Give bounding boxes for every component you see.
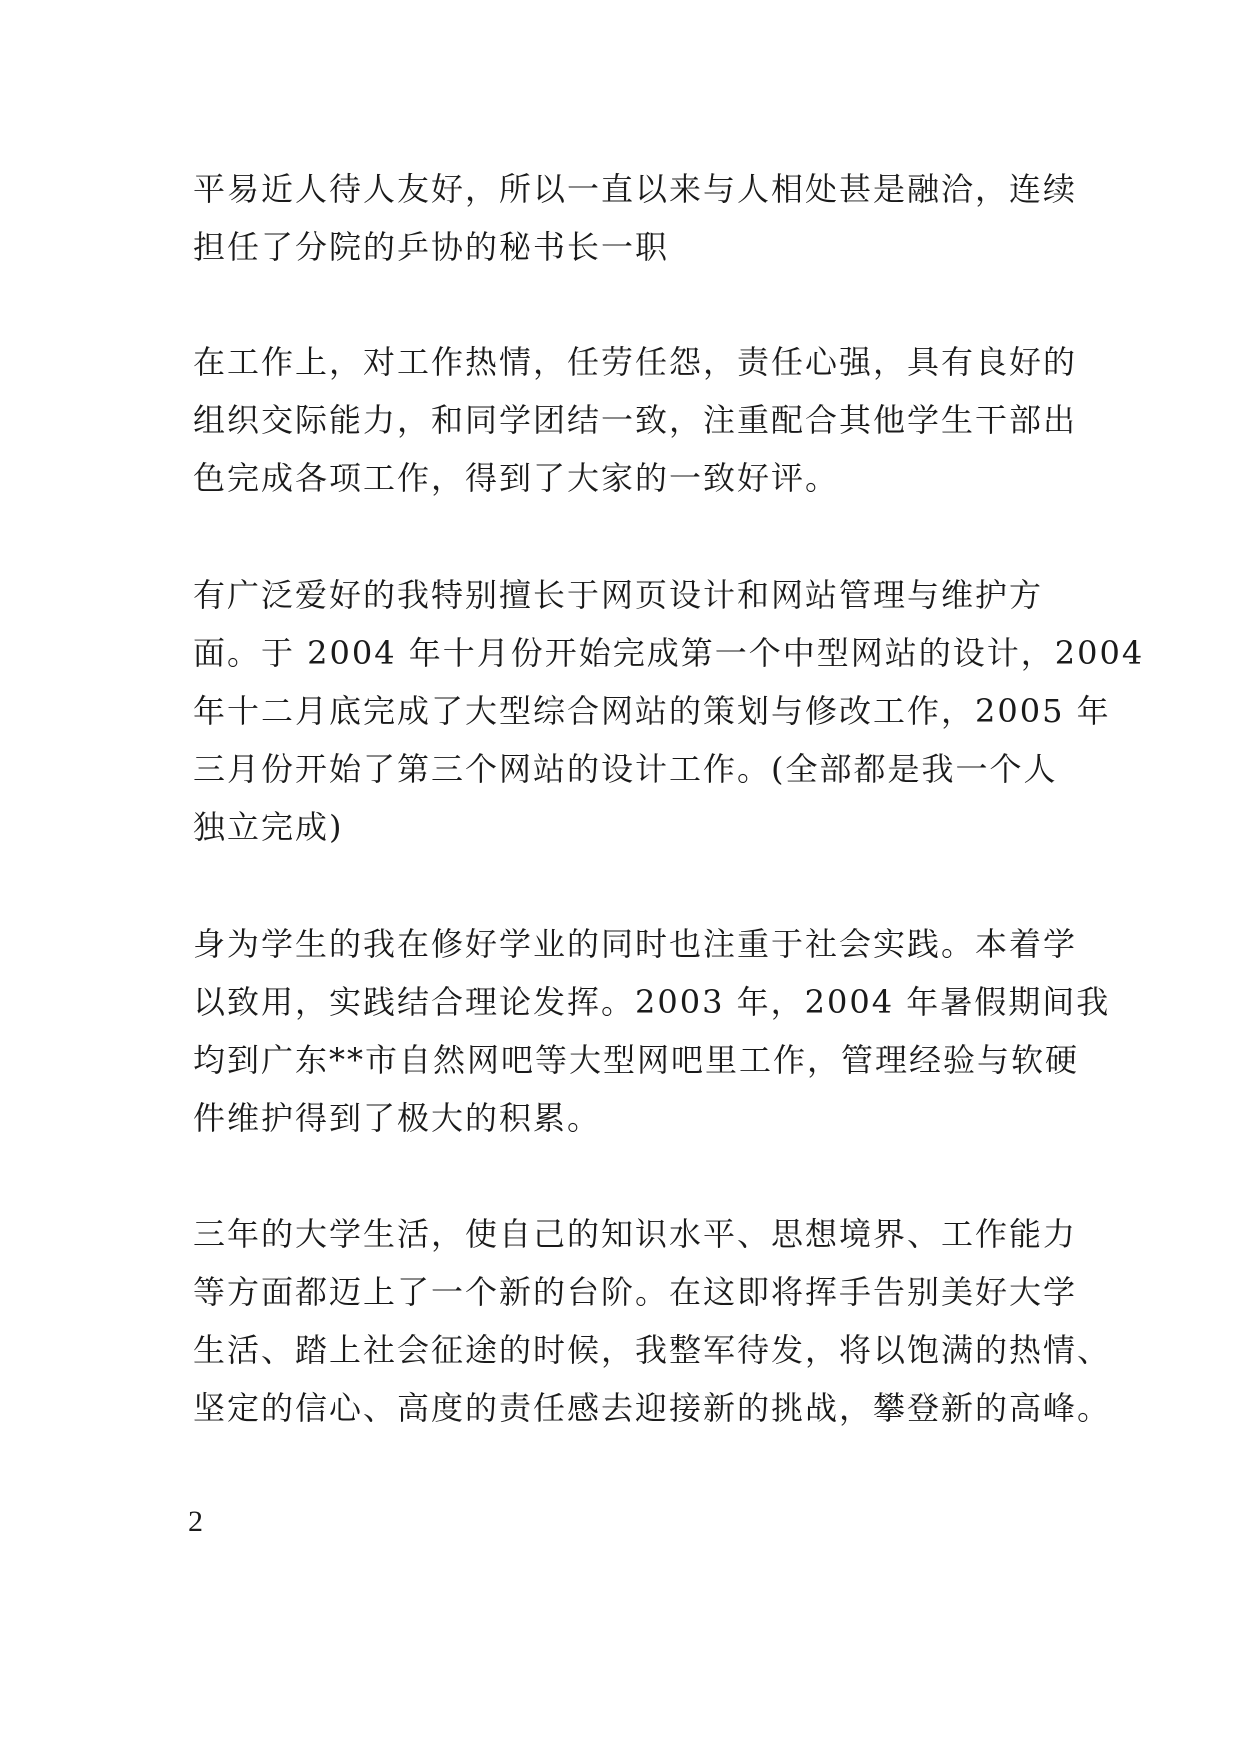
paragraph-line: 担任了分院的乒协的秘书长一职 [193,228,670,266]
paragraph-line: 以致用，实践结合理论发挥。2003 年，2004 年暑假期间我 [193,983,1111,1021]
paragraph-line: 组织交际能力，和同学团结一致，注重配合其他学生干部出 [193,401,1078,439]
paragraph-line: 有广泛爱好的我特别擅长于网页设计和网站管理与维护方 [193,576,1044,614]
paragraph-line: 身为学生的我在修好学业的同时也注重于社会实践。本着学 [193,925,1078,963]
paragraph-1 [193,160,1078,276]
paragraph-5 [193,1205,1112,1437]
paragraph-line: 在工作上，对工作热情，任劳任怨，责任心强，具有良好的 [193,343,1078,381]
paragraph-line: 色完成各项工作，得到了大家的一致好评。 [193,459,840,497]
paragraph-line: 平易近人待人友好，所以一直以来与人相处甚是融洽，连续 [193,170,1078,208]
paragraph-line: 件维护得到了极大的积累。 [193,1099,602,1137]
paragraph-line: 均到广东**市自然网吧等大型网吧里工作，管理经验与软硬 [193,1041,1080,1079]
paragraph-2 [193,333,1078,507]
paragraph-line: 坚定的信心、高度的责任感去迎接新的挑战，攀登新的高峰。 [193,1389,1112,1427]
paragraph-line: 年十二月底完成了大型综合网站的策划与修改工作，2005 年 [193,692,1111,730]
page-number: 2 [188,1505,203,1538]
paragraph-line: 等方面都迈上了一个新的台阶。在这即将挥手告别美好大学 [193,1273,1078,1311]
paragraph-3 [193,566,1145,856]
paragraph-line: 三月份开始了第三个网站的设计工作。(全部都是我一个人 [193,750,1058,788]
paragraph-line: 面。于 2004 年十月份开始完成第一个中型网站的设计，2004 [193,634,1145,672]
paragraph-line: 三年的大学生活，使自己的知识水平、思想境界、工作能力 [193,1215,1078,1253]
paragraph-4 [193,915,1111,1147]
paragraph-line: 独立完成) [193,808,344,846]
paragraph-line: 生活、踏上社会征途的时候，我整军待发，将以饱满的热情、 [193,1331,1112,1369]
